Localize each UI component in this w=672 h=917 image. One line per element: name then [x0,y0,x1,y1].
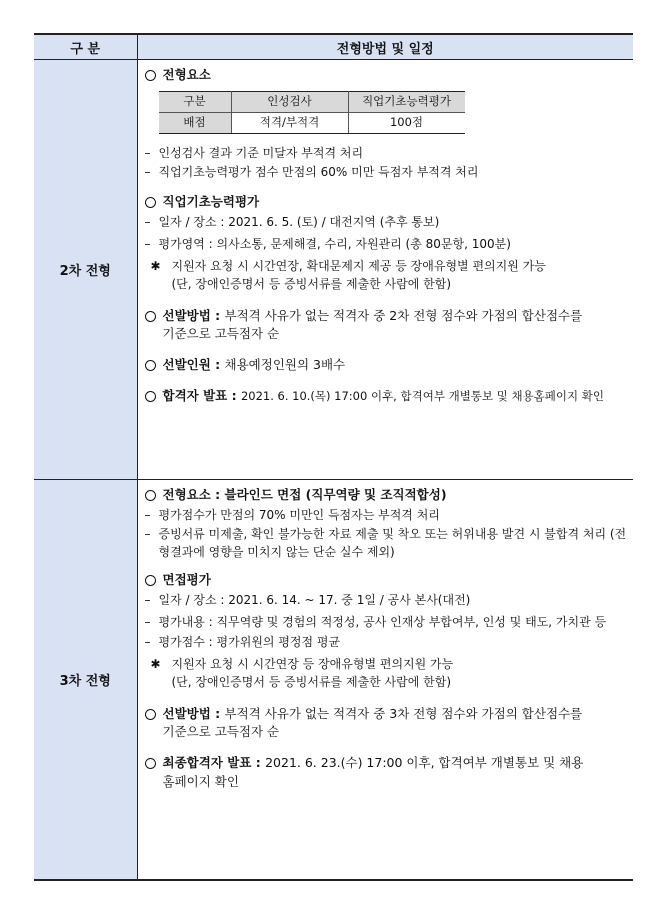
factors-score-label: 배점 [159,112,232,133]
stage3-content [137,480,633,880]
stage2-factor-note: – 직업기초능력평가 점수 만점의 60% 미만 득점자 부적격 처리 [145,163,628,181]
stage2-eval-item: – 일자 / 장소 : 2021. 6. 5. (토) / 대전지역 (추후 통보) [145,213,628,231]
stage3-label: 3차 전형 [34,480,137,880]
factors-header-ncs: 직업기초능력평가 [348,91,465,112]
stage2-row [34,60,633,480]
circle-bullet-icon [145,490,156,501]
circle-bullet-icon [145,758,156,769]
factors-score-personality: 적격/부적격 [231,112,348,133]
asterisk-icon: ✱ [150,656,161,671]
stage3-method: 선발방법 : 부적격 사유가 없는 적격자 중 3차 전형 점수와 가점의 합산점수를 기준으로 고득점자 순 [145,705,628,743]
stage2-factor-note: – 인성검사 결과 기준 미달자 부적격 처리 [145,144,628,162]
stage2-factors-heading: 전형요소 [145,66,628,85]
stage2-eval-heading: 직업기초능력평가 [145,193,628,212]
stage3-interview-item: – 일자 / 장소 : 2021. 6. 14. ~ 17. 중 1일 / 공사 본사(대전) [145,591,628,609]
circle-bullet-icon [145,575,156,586]
circle-bullet-icon [145,197,156,208]
circle-bullet-icon [145,360,156,371]
stage3-announcement: 최종합격자 발표 : 2021. 6. 23.(수) 17:00 이후, 합격여부 개별통보 및 채용 홈페이지 확인 [145,754,628,792]
stage3-factors-heading: 전형요소 : 블라인드 면접 (직무역량 및 조직적합성) [145,486,628,505]
stage3-row [34,480,633,880]
stage2-method: 선발방법 : 부적격 사유가 없는 적격자 중 2차 전형 점수와 가점의 합산점수를 기준으로 고득점자 순 [145,307,628,345]
stage2-content [137,60,633,480]
stage3-interview-heading: 면접평가 [145,571,628,590]
stage3-factor-note: – 평가점수가 만점의 70% 미만인 득점자는 부적격 처리 [145,506,628,524]
factors-table-score-row [159,112,465,133]
circle-bullet-icon [145,70,156,81]
recruitment-schedule-table [34,33,633,881]
asterisk-icon: ✱ [150,258,161,273]
factors-header-category: 구분 [159,91,232,112]
factors-table-header-row [159,91,465,112]
factors-score-ncs: 100점 [348,112,465,133]
factors-header-personality: 인성검사 [231,91,348,112]
header-method-schedule: 전형방법 및 일정 [137,34,633,60]
stage3-interview-note: ✱ 지원자 요청 시 시간연장 등 장애유형별 편의지원 가능 (단, 장애인증명서 등 증빙서류를 제출한 사람에 한함) [150,656,454,689]
table-header-row [34,34,633,60]
stage2-count: 선발인원 : 채용예정인원의 3배수 [145,356,628,375]
circle-bullet-icon [145,391,156,402]
stage3-interview-item: – 평가점수 : 평가위원의 평정점 평균 [145,633,628,651]
circle-bullet-icon [145,311,156,322]
stage2-eval-item: – 평가영역 : 의사소통, 문제해결, 수리, 자원관리 (총 80문항, 100분) [145,235,628,253]
stage3-interview-item: – 평가내용 : 직무역량 및 경험의 적정성, 공사 인재상 부합여부, 인성 및 태도, 가치관 등 [145,613,628,631]
stage3-factor-note: – 증빙서류 미제출, 확인 불가능한 자료 제출 및 착오 또는 허위내용 발견 시 불합격 처리 (전형결과에 영향을 미치지 않는 단순 실수 제외) [145,525,628,561]
circle-bullet-icon [145,709,156,720]
stage2-eval-note: ✱ 지원자 요청 시 시간연장, 확대문제지 제공 등 장애유형별 편의지원 가능 (단, 장애인증명서 등 증빙서류를 제출한 사람에 한함) [150,258,546,291]
stage2-announcement: 합격자 발표 : 2021. 6. 10.(목) 17:00 이후, 합격여부 개별통보 및 채용홈페이지 확인 [145,387,628,406]
stage2-label: 2차 전형 [34,60,137,480]
header-category: 구 분 [34,34,137,60]
stage2-factors-table [159,91,465,134]
